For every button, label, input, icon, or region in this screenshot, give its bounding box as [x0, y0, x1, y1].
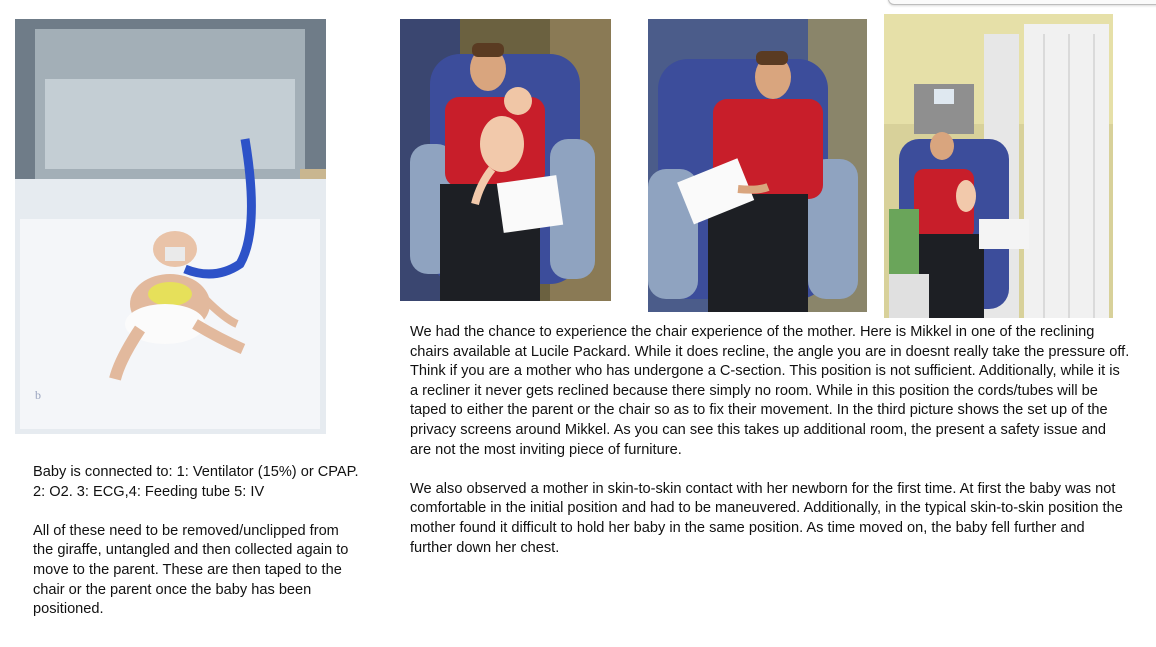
chair-photo-privacy-screens — [884, 14, 1113, 318]
blanket-letter: b — [35, 388, 41, 402]
chair-photo-holding-baby — [400, 19, 611, 301]
observation-text — [410, 323, 1130, 558]
chair-photo-with-notebook — [648, 19, 867, 312]
skin-to-skin-paragraph: We also observed a mother in skin-to-skin contact with her newborn for the first time. At first the baby was not comfortable in the initial position and had to be maneuvered. Additionally, in the typical skin-to-skin position the mother found it difficult to hold her baby in the same position. As time moved on, the baby fell further and further down her chest. — [410, 480, 1123, 556]
chair-experience-paragraph: We had the chance to experience the chair experience of the mother. Here is Mikkel in one of the reclining chairs available at Lucile Packard. While it does recline, the angle you are in doesnt really take the pressure off. Think if you are a mother who has undergone a C-section. This position is not sufficient. Additionally, while it is a recliner it never gets reclined because there simply no room. While in this position the cords/tubes will be taped to either the parent or the chair so as to fix their movement. In the third picture shows the set up of the privacy screens around Mikkel. As you can see this takes up additional room, the present a safety issue and are not the most inviting piece of furniture. — [410, 324, 1130, 458]
baby-connections-text: Baby is connected to: 1: Ventilator (15%) or CPAP. 2: O2. 3: ECG,4: Feeding tube 5: IV — [33, 464, 359, 500]
incubator-photo — [15, 19, 326, 434]
incubator-caption — [33, 463, 363, 620]
removal-process-text: All of these need to be removed/unclipped from the giraffe, untangled and then collected again to move to the parent. These are then taped to the chair or the parent once the baby has been positioned. — [33, 522, 349, 618]
window-corner-frame — [888, 0, 1156, 5]
